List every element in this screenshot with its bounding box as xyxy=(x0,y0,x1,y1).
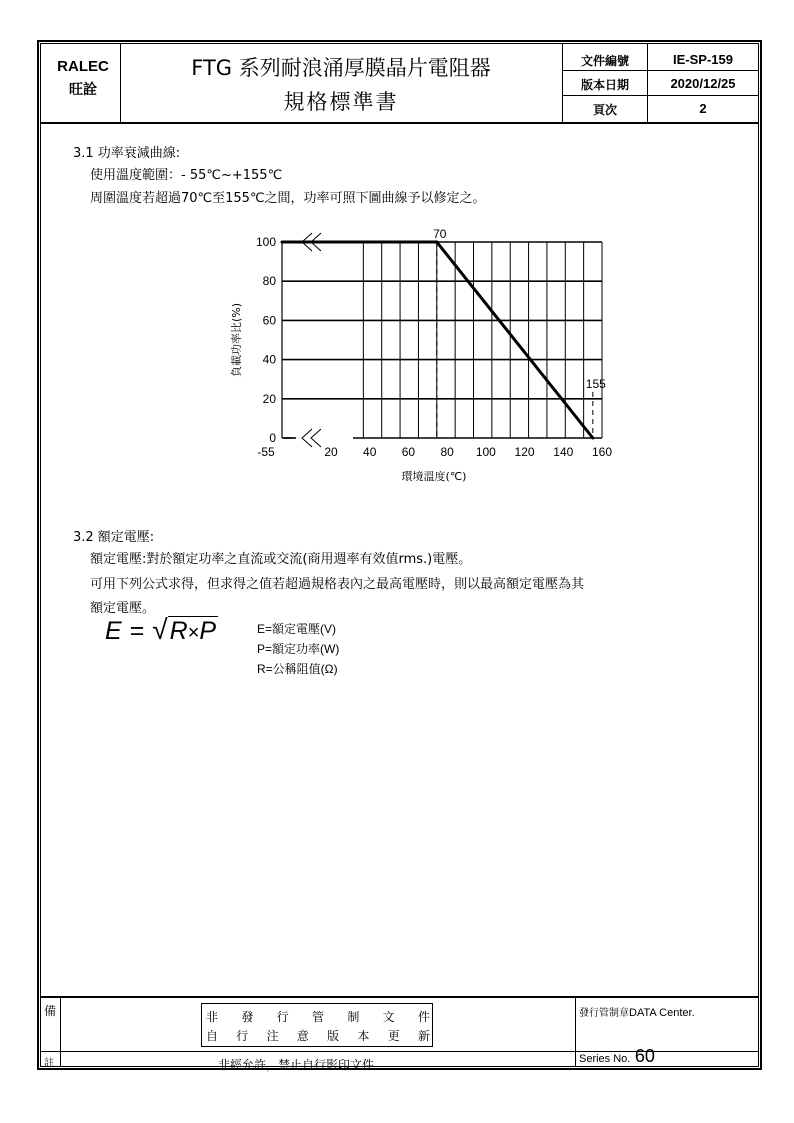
x-tick-label: 40 xyxy=(363,445,377,459)
formula-p: P xyxy=(199,617,217,645)
doc-no-label: 文件編號 xyxy=(580,54,629,68)
remark-label-top: 備 xyxy=(44,1004,57,1018)
formula-r: R xyxy=(169,617,188,645)
y-tick-label: 40 xyxy=(262,352,276,367)
notice-char: 文 xyxy=(382,1010,395,1024)
formula-lhs: E xyxy=(105,617,122,645)
issue-stamp-label: 發行管制章 xyxy=(579,1008,629,1019)
x-tick-label: 60 xyxy=(401,445,416,459)
issue-stamp-value: DATA Center. xyxy=(629,1007,695,1019)
notice-char: 版 xyxy=(327,1029,340,1043)
formula-legend-r: R=公稱阻值(Ω) xyxy=(257,662,338,676)
annotation-label: 70 xyxy=(433,227,447,241)
formula-equals: = xyxy=(129,617,145,645)
notice-char: 發 xyxy=(241,1010,254,1024)
uncontrolled-document-notice xyxy=(201,1003,433,1047)
header-bottom-rule xyxy=(40,122,759,124)
notice-char: 行 xyxy=(276,1010,289,1024)
section-3-1-title: 3.1 功率衰減曲線: xyxy=(73,146,181,161)
square-root-icon: √ xyxy=(152,614,168,645)
x-tick-label: 140 xyxy=(553,445,574,459)
y-axis-title: 負載功率比(%) xyxy=(230,302,243,378)
section-3-2-line1: 額定電壓:對於額定功率之直流或交流(商用週率有效值rms.)電壓。 xyxy=(90,552,472,567)
document-title: FTG 系列耐浪涌厚膜晶片電阻器 xyxy=(191,56,491,80)
x-tick-label: 20 xyxy=(324,445,338,459)
formula-legend-p: P=額定功率(W) xyxy=(257,642,340,656)
notice-char: 更 xyxy=(387,1029,400,1043)
rated-voltage-formula xyxy=(105,614,218,646)
y-tick-label: 80 xyxy=(262,274,276,289)
version-date-label: 版本日期 xyxy=(580,78,629,92)
notice-char: 管 xyxy=(311,1010,324,1024)
notice-row-2 xyxy=(206,1027,430,1044)
notice-char: 件 xyxy=(417,1010,430,1024)
formula-radicand xyxy=(168,616,218,645)
series-no-label: Series No. xyxy=(579,1053,631,1065)
notice-char: 制 xyxy=(347,1010,360,1024)
company-name-en: RALEC xyxy=(57,58,109,75)
page-label: 頁次 xyxy=(592,103,617,117)
x-tick-label: -55 xyxy=(257,445,275,459)
doc-no-value: IE-SP-159 xyxy=(673,52,733,67)
header-meta-row2-rule xyxy=(562,95,759,96)
notice-char: 意 xyxy=(296,1029,309,1043)
header-divider-left xyxy=(120,43,121,122)
header-meta-row1-rule xyxy=(562,70,759,71)
y-tick-label: 20 xyxy=(262,391,276,406)
section-3-2-title: 3.2 額定電壓: xyxy=(73,530,155,545)
notice-char: 本 xyxy=(357,1029,370,1043)
x-axis-title: 環境溫度(℃) xyxy=(401,470,467,483)
section-3-1-line2: 周圍溫度若超過70℃至155℃之間，功率可照下圖曲線予以修定之。 xyxy=(90,191,486,206)
notice-char: 自 xyxy=(206,1029,219,1043)
derating-curve xyxy=(282,242,593,438)
footer-divider-left xyxy=(60,996,61,1067)
x-tick-label: 80 xyxy=(440,445,454,459)
x-tick-label: 160 xyxy=(591,445,613,459)
notice-char: 非 xyxy=(206,1010,219,1024)
notice-row-1 xyxy=(206,1008,430,1025)
power-derating-chart xyxy=(215,218,625,493)
document-subtitle: 規格標準書 xyxy=(283,90,399,114)
footer-divider-right xyxy=(575,996,576,1067)
notice-char: 注 xyxy=(266,1029,279,1043)
company-name-zh: 旺詮 xyxy=(69,82,97,98)
derating-point xyxy=(281,241,284,244)
axis-break-mask xyxy=(292,435,353,441)
formula-legend-e: E=額定電壓(V) xyxy=(257,622,337,636)
notice-char: 新 xyxy=(417,1029,430,1043)
version-date-value: 2020/12/25 xyxy=(670,76,736,91)
series-no-value: 60 xyxy=(634,1046,655,1066)
y-tick-label: 0 xyxy=(269,431,276,445)
no-copy-notice: 非經允許，禁止自行影印文件 xyxy=(218,1058,375,1072)
annotation-label: 155 xyxy=(585,377,606,391)
notice-char: 行 xyxy=(236,1029,249,1043)
footer-top-rule xyxy=(40,996,759,998)
remark-label-bottom: 註 xyxy=(44,1058,54,1069)
x-tick-label: 100 xyxy=(475,445,496,459)
x-tick-label: 120 xyxy=(514,445,535,459)
section-3-2-line2: 可用下列公式求得，但求得之值若超過規格表內之最高電壓時，則以最高額定電壓為其 xyxy=(90,577,585,592)
y-tick-label: 60 xyxy=(262,313,276,328)
section-3-1-line1: 使用溫度範圍：- 55℃~+155℃ xyxy=(90,168,283,183)
formula-times: × xyxy=(187,622,200,644)
section-3-2-line3: 額定電壓。 xyxy=(90,601,156,616)
page-number: 2 xyxy=(699,101,707,116)
y-tick-label: 100 xyxy=(255,235,276,249)
